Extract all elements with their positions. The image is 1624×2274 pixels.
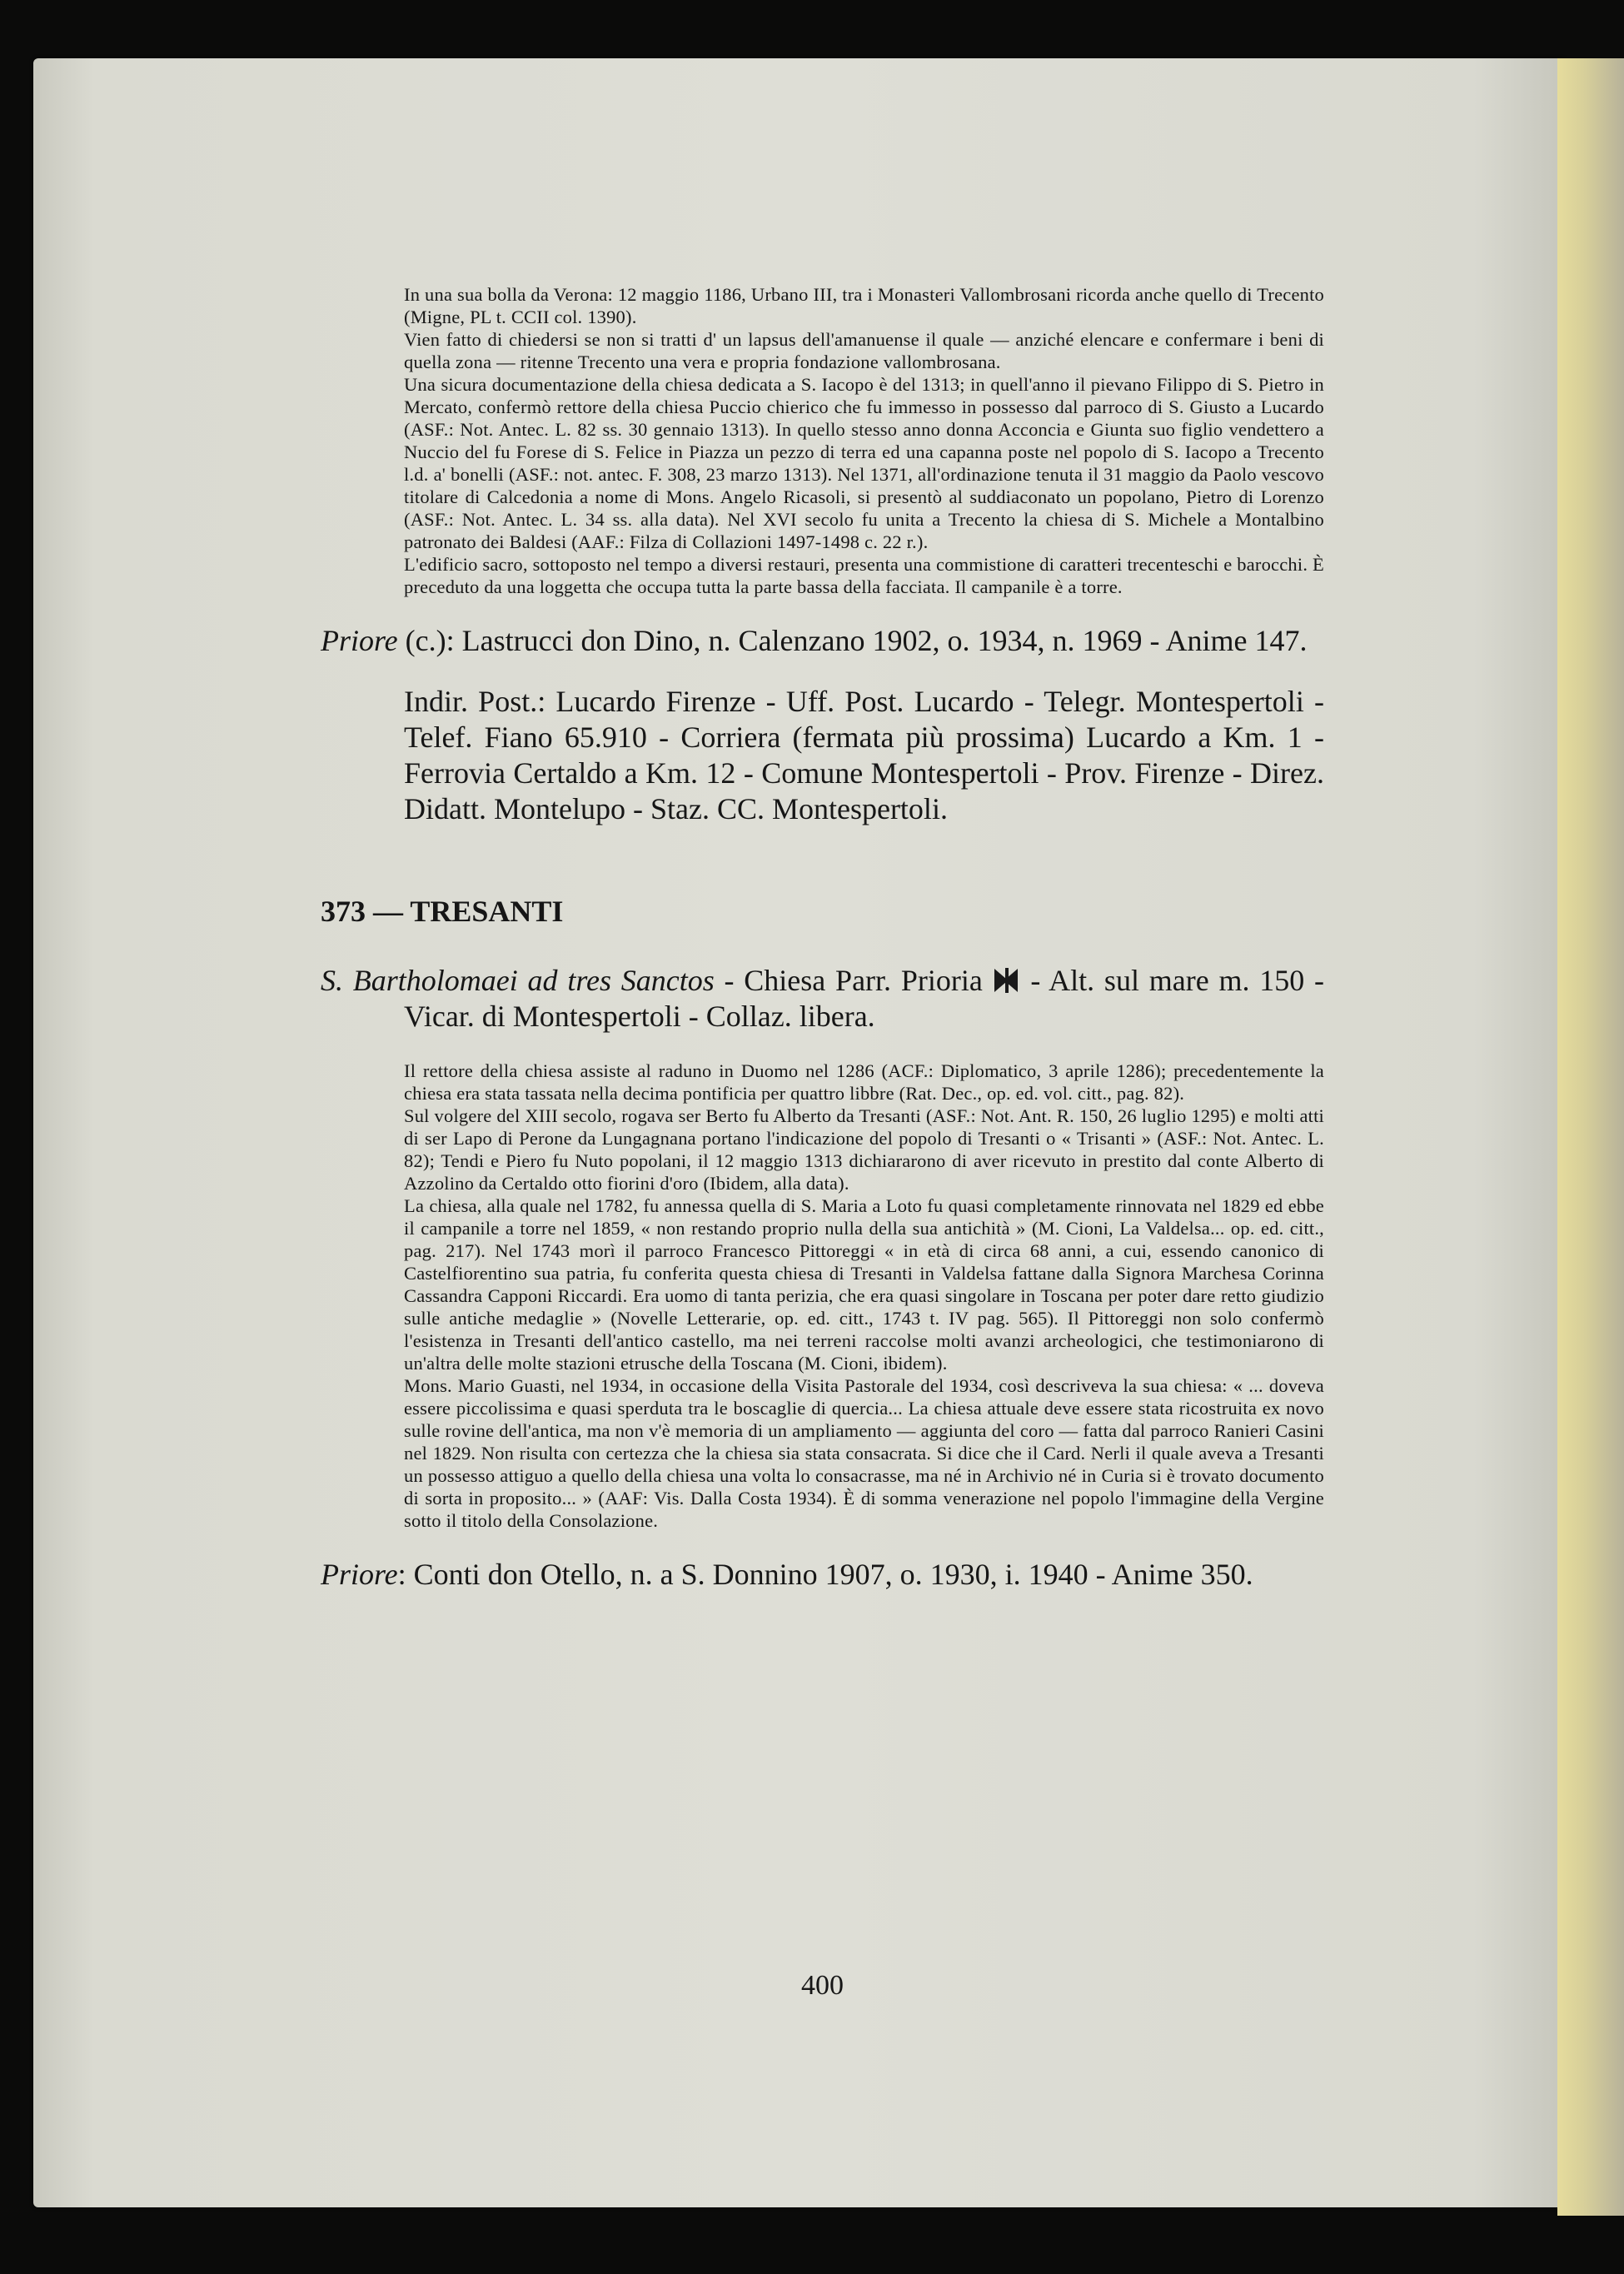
priore-suffix: (c.): [397,624,455,657]
notes-top [404,283,1324,598]
church-latin-name: S. Bartholomaei ad tres Sanctos [321,964,715,997]
notes-bottom [404,1060,1324,1532]
priore-entry-2 [321,1557,1324,1593]
priore-label: Priore [321,624,398,657]
note-paragraph: Vien fatto di chiedersi se non si tratti d' un lapsus dell'amanuense il quale — anziché elencare e confermare i beni di quella zona — ritenne Trecento una vera e propria fondazione vallombrosana. [404,329,1324,372]
priore-entry-1 [321,623,1324,659]
priore-suffix: : [397,1558,406,1591]
priore-text: Conti don Otello, n. a S. Donnino 1907, o. 1930, i. 1940 - Anime 350. [406,1558,1253,1591]
note-paragraph: La chiesa, alla quale nel 1782, fu annessa quella di S. Maria a Loto fu quasi completamente rinnovata nel 1829 ed ebbe il campanile a torre nel 1859, « non restando proprio nulla della sua antichità » (M. Cioni, La Valdelsa... op. ed. citt., pag. 217). Nel 1743 morì il parroco Francesco Pittoreggi « in età di circa 68 anni, a cui, essendo canonico di Castelfiorentino sua patria, fu conferita questa chiesa di Tresanti in Valdelsa fattane dalla Signora Marchesa Corinna Cassandra Capponi Riccardi. Era uomo di tanta perizia, che era quasi singolare in Toscana per poter dare retto giudizio sulle antiche medaglie » (Novelle Letterarie, op. ed. citt., 1743 t. IV pag. 565). Il Pittoreggi non solo confermò l'esistenza in Tresanti dell'antico castello, ma nei terreni raccolse molti avanzi archeologici, che testimoniarono di un'altra delle molte stazioni etrusche della Toscana (M. Cioni, ibidem). [404,1195,1324,1374]
church-title-part2: - Alt. sul mare m. 150 - Vicar. di Montespertoli - Collaz. libera. [404,964,1324,1033]
page-content [321,283,1324,2001]
note-paragraph: Il rettore della chiesa assiste al raduno in Duomo nel 1286 (ACF.: Diplomatico, 3 aprile 1286); precedentemente la chiesa era stata tassata nella decima pontificia per quattro libbre (Rat. Dec., op. ed. vol. citt., pag. 82). [404,1060,1324,1104]
section-heading: 373 — TRESANTI [321,895,564,928]
note-paragraph: L'edificio sacro, sottoposto nel tempo a diversi restauri, presenta una commistione di caratteri trecenteschi e barocchi. È preceduto da una loggetta che occupa tutta la parte bassa della facciata. Il campanile è a torre. [404,554,1324,597]
maltese-cross-icon [993,967,1021,994]
note-paragraph: In una sua bolla da Verona: 12 maggio 1186, Urbano III, tra i Monasteri Vallombrosani ricorda anche quello di Trecento (Migne, PL t. CCII col. 1390). [404,284,1324,327]
note-paragraph: Una sicura documentazione della chiesa dedicata a S. Iacopo è del 1313; in quell'anno il pievano Filippo di S. Pietro in Mercato, confermò rettore della chiesa Puccio chierico che fu immesso in possesso dal parroco di S. Giusto a Lucardo (ASF.: Not. Antec. L. 82 ss. 30 gennaio 1313). In quello stesso anno donna Acconcia e Giunta suo figlio vendettero a Nuccio del fu Forese di S. Felice in Piazza un pezzo di terra ed una capanna poste nel popolo di S. Iacopo a Trecento l.d. a' bonelli (ASF.: not. antec. F. 308, 23 marzo 1313). Nel 1371, all'ordinazione tenuta il 31 maggio da Paolo vescovo titolare di Calcedonia a nome di Mons. Angelo Ricasoli, si presentò al suddiaconato un popolano, Pietro di Lorenzo (ASF.: Not. Antec. L. 34 ss. alla data). Nel XVI secolo fu unita a Trecento la chiesa di S. Michele a Montalbino patronato dei Baldesi (AAF.: Filza di Collazioni 1497-1498 c. 22 r.). [404,374,1324,552]
church-title [321,963,1324,1035]
page-number: 400 [801,1970,844,2001]
postal-info: Indir. Post.: Lucardo Firenze - Uff. Post. Lucardo - Telegr. Montespertoli - Telef. Fiano 65.910 - Corriera (fermata più prossima) Lucardo a Km. 1 - Ferrovia Certaldo a Km. 12 - Comune Montespertoli - Prov. Firenze - Direz. Didatt. Montelupo - Staz. CC. Montespertoli. [404,685,1324,825]
priore-label: Priore [321,1558,398,1591]
church-title-part1: - Chiesa Parr. Prioria [714,964,993,997]
priore-text: Lastrucci don Dino, n. Calenzano 1902, o. 1934, n. 1969 - Anime 147. [454,624,1308,657]
facing-page-edge [1557,58,1624,2216]
note-paragraph: Sul volgere del XIII secolo, rogava ser Berto fu Alberto da Tresanti (ASF.: Not. Ant. R. 150, 26 luglio 1295) e molti atti di ser Lapo di Perone da Lungagnana portano l'indicazione del popolo di Tresanti o « Trisanti » (ASF.: Not. Antec. L. 82); Tendi e Piero fu Nuto popolani, il 12 maggio 1313 dichiararono di aver ricevuto in prestito dal conte Alberto di Azzolino da Certaldo otto fiorini d'oro (Ibidem, alla data). [404,1105,1324,1194]
note-paragraph: Mons. Mario Guasti, nel 1934, in occasione della Visita Pastorale del 1934, così descriveva la sua chiesa: « ... doveva essere piccolissima e quasi sperduta tra le boscaglie di quercia... La chiesa attuale deve essere stata ricostruita ex novo sulle rovine dell'antica, ma non v'è memoria di un ampliamento — aggiunta del coro — fatta dal parroco Ranieri Casini nel 1829. Non risulta con certezza che la chiesa sia stata consacrata. Si dice che il Card. Nerli il quale aveva a Tresanti un possesso attiguo a quello della chiesa una volta lo consacrasse, ma né in Archivio né in Curia si è trovato documento di sorta in proposito... » (AAF: Vis. Dalla Costa 1934). È di somma venerazione nel popolo l'immagine della Vergine sotto il titolo della Consolazione. [404,1375,1324,1531]
